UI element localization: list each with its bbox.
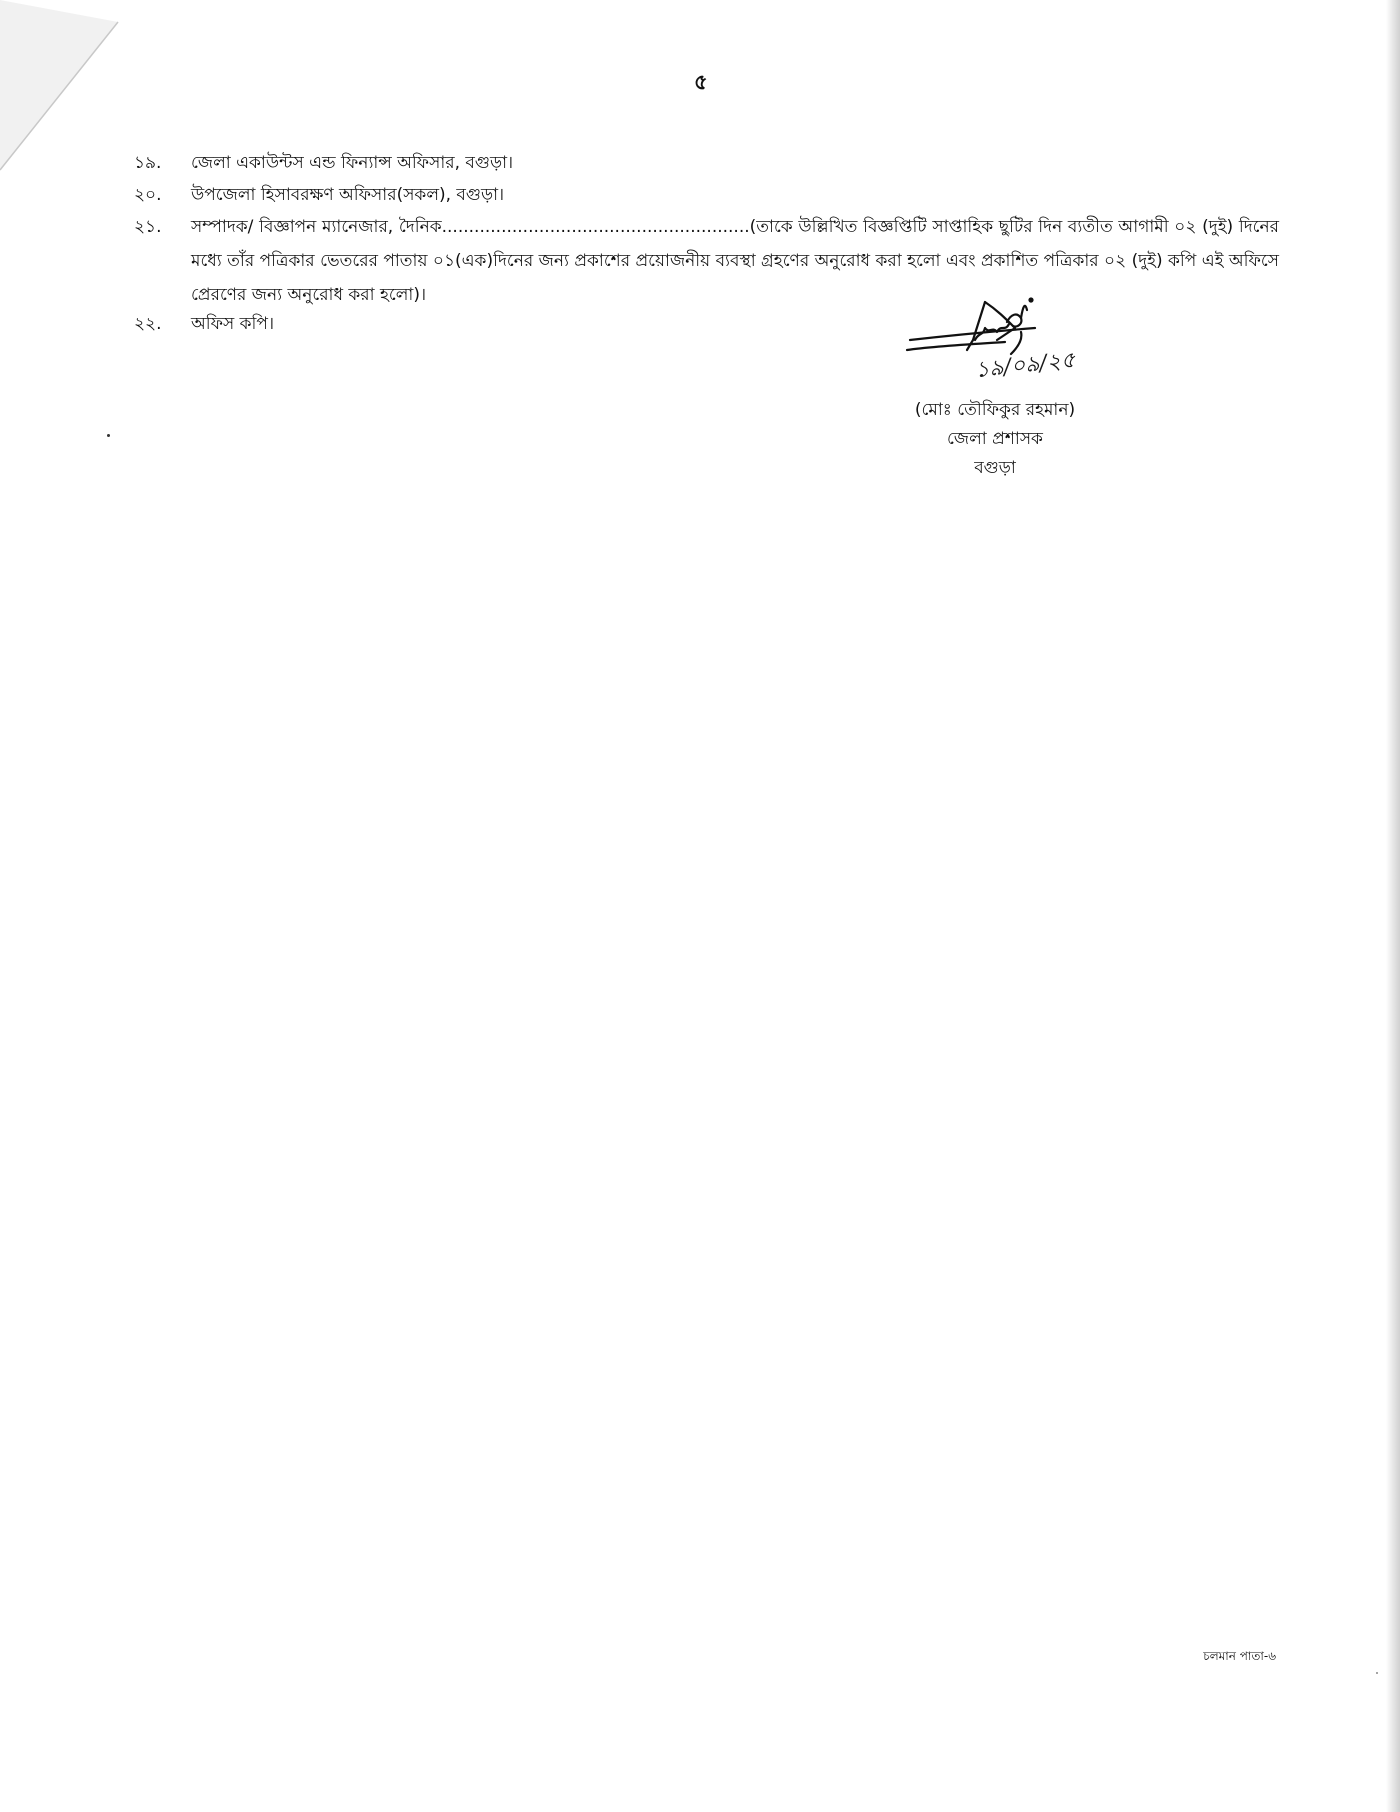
scan-speck [1376, 1672, 1378, 1674]
distribution-item-text: অফিস কপি। [191, 314, 275, 334]
scan-right-edge-shadow [1386, 0, 1400, 1812]
distribution-item-text: জেলা একাউন্টস এন্ড ফিন্যান্স অফিসার, বগুড়া। [191, 153, 514, 173]
signature-date: ১৯/০৯/২৫ [973, 347, 1077, 384]
distribution-item-text: উপজেলা হিসাবরক্ষণ অফিসার(সকল), বগুড়া। [191, 185, 505, 205]
distribution-item-number: ১৯. [134, 153, 162, 173]
signatory-location: বগুড়া [974, 458, 1016, 478]
distribution-item [134, 178, 1279, 212]
continuation-note: চলমান পাতা-৬ [1203, 1649, 1276, 1663]
distribution-item-number: ২১. [134, 217, 162, 237]
distribution-item-text: সম্পাদক/ বিজ্ঞাপন ম্যানেজার, দৈনিক.........................................................(তাকে উল্লিখিত বিজ্ঞপ্তিটি সাপ্তাহিক ছুটির দিন ব্যতীত আগামী ০২ (দুই) দিনের মধ্যে তাঁর পত্রিকার ভেতরের পাতায় ০১(এক)দিনের জন্য প্রকাশের প্রয়োজনীয় ব্যবস্থা গ্রহণের অনুরোধ করা হলো এবং প্রকাশিত পত্রিকার ০২ (দুই) কপি এই অফিসে প্রেরণের জন্য অনুরোধ করা হলো)। [191, 217, 1279, 305]
scan-corner-fold [0, 0, 130, 180]
distribution-item-number: ২০. [134, 185, 162, 205]
signatory-designation: জেলা প্রশাসক [947, 429, 1043, 449]
page-number: ৫ [694, 70, 708, 94]
distribution-item [134, 146, 1279, 180]
signatory-name: (মোঃ তৌফিকুর রহমান) [914, 400, 1076, 420]
distribution-item-number: ২২. [134, 314, 162, 334]
scan-speck [107, 434, 110, 437]
signatory-block [860, 396, 1130, 483]
